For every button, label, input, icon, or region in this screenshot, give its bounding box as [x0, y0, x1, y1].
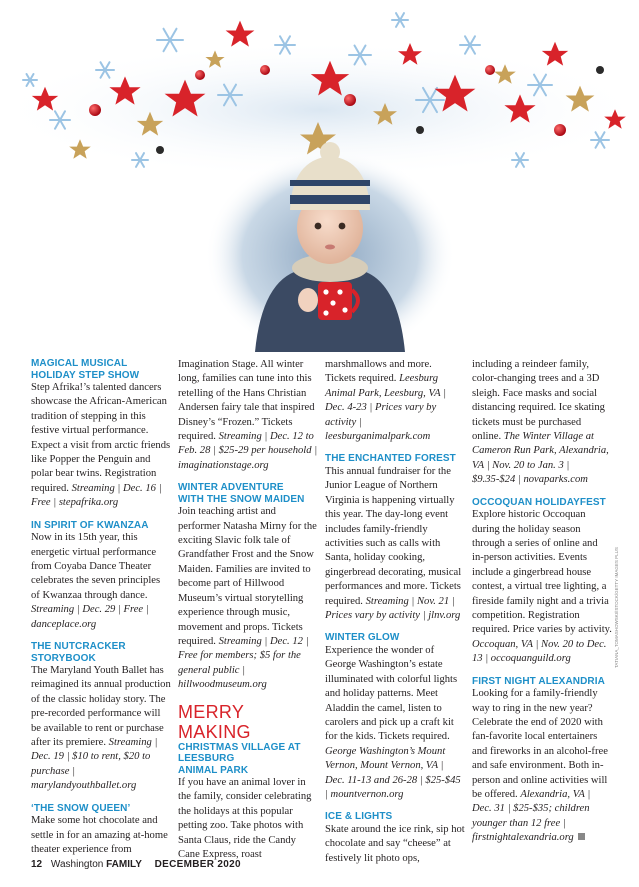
event-details: Streaming | Dec. 16 | Free | stepafrika.org: [31, 482, 162, 509]
event-details: Streaming | Dec. 12 to Feb. 28 | $25-29 per household | imaginationstage.org: [178, 431, 318, 471]
article-christmas-village-cont: [325, 358, 465, 444]
article-body: Explore historic Occoquan during the holiday season through a series of online and in-person activities. Events include a gingerbread house contest, a virtual tree lighting, a fireside family night and a trivia competition. Registration required. Price varies by activity.: [472, 509, 612, 636]
article-body: Now in its 15th year, this energetic virtual performance from Coyaba Dance Theater celebrates the seven principles of Kwanzaa through dance.: [31, 532, 161, 601]
heading-christmas-village: [178, 742, 318, 777]
article-body: Skate around the ice rink, sip hot chocolate and say “cheese” at festively lit photo ops,: [325, 823, 465, 864]
heading-snow-maiden: [178, 482, 318, 505]
event-details: Occoquan, VA | Nov. 20 to Dec. 13 | occoquanguild.org: [472, 638, 607, 665]
article-nutcracker: [31, 641, 171, 794]
event-details: Leesburg Animal Park, Leesburg, VA | Dec. 4-23 | Prices vary by activity | leesburganimalpark.com: [325, 373, 446, 443]
photo-credit: TATIANA_TOMASHOWSKI/ISTOCK/GETTY IMAGES PLUS: [614, 547, 619, 668]
column-3: [325, 358, 465, 866]
column-2: [178, 358, 318, 862]
article-snow-queen: [31, 803, 171, 858]
heading-ice-lights: ICE & LIGHTS: [325, 811, 393, 823]
article-enchanted-forest: [325, 453, 465, 623]
article-body: Experience the wonder of George Washington’s estate illuminated with colorful lights and holiday patterns. Meet Aladdin the camel, listen to carolers and pick up a craft kit for the kids. Tickets required.: [325, 644, 458, 743]
heading-line-1: WINTER ADVENTURE: [178, 482, 284, 494]
article-first-night: [472, 676, 612, 846]
article-step-show: [31, 358, 171, 511]
magazine-name: [51, 859, 142, 870]
article-ice-lights-cont: [472, 358, 612, 488]
article-body: Looking for a family-friendly way to ring in the new year? Celebrate the end of 2020 with fan-favorite local entertainers and fireworks in an alcohol-free and safe environment. Both in-person and online activities will be offered.: [472, 688, 608, 800]
heading-enchanted-forest: THE ENCHANTED FOREST: [325, 453, 456, 465]
heading-magical-musical: [31, 358, 171, 381]
event-details: Alexandria, VA | Dec. 31 | $25-$35; children younger than 12 free | firstnightalexandria.org: [472, 788, 591, 844]
article-body: Imagination Stage. All winter long, families can tune into this retelling of the Hans Christian Andersen fairy tale that inspired Disney’s “Frozen.” Tickets required.: [178, 359, 315, 443]
heading-line-2: WITH THE SNOW MAIDEN: [178, 493, 305, 505]
article-snow-maiden: [178, 482, 318, 692]
page-footer: [31, 859, 241, 870]
heading-occoquan: OCCOQUAN HOLIDAYFEST: [472, 496, 606, 508]
end-mark-icon: [578, 833, 585, 840]
page-number: 12: [31, 859, 43, 870]
event-details: George Washington’s Mount Vernon, Mount Vernon, VA | Dec. 11-13 and 26-28 | $25-$45 | mountvernon.org: [325, 745, 461, 800]
article-body: If you have an animal lover in the family, consider celebrating the holidays at this popular petting zoo. Take photos with Santa Claus, ride the Candy Cane Express, roast: [178, 777, 312, 861]
article-body: Step Afrika!’s talented dancers showcase the African-American tradition of stepping in this festive virtual performance. Expect a visit from arctic friends like Popper the Penguin and polar bear twins. Registration required.: [31, 382, 171, 494]
hero-illustration: [0, 0, 639, 352]
column-1: [31, 358, 171, 857]
article-body: This annual fundraiser for the Junior League of Northern Virginia is happening virtually this year. The day-long event includes family-friendly activities such as calls with Santa, holiday cooking, gingerbread decorating, musical performances and more. Tickets required.: [325, 465, 462, 607]
heading-line-2: ANIMAL PARK: [178, 764, 249, 776]
article-occoquan: [472, 497, 612, 667]
article-snow-queen-cont: [178, 358, 318, 473]
column-4: [472, 358, 612, 846]
article-ice-lights: [325, 811, 465, 866]
event-details: Streaming | Dec. 19 | $10 to rent, $20 to purchase | marylandyouthballet.org: [31, 737, 158, 792]
section-title-merry-making: MERRY MAKING: [178, 701, 251, 742]
event-details: The Winter Village at Cameron Run Park, Alexandria, VA | Nov. 20 to Jan. 3 | $9.35-$24 | novaparks.com: [472, 431, 609, 486]
event-details: Streaming | Dec. 12 | Free for members; $5 for the general public | hillwoodmuseum.org: [178, 635, 309, 691]
heading-nutcracker: THE NUTCRACKER STORYBOOK: [31, 641, 126, 664]
heading-line-2: HOLIDAY STEP SHOW: [31, 369, 140, 381]
heading-kwanzaa: IN SPIRIT OF KWANZAA: [31, 519, 149, 531]
event-details: Streaming | Nov. 21 | Prices vary by activity | jlnv.org: [325, 595, 461, 621]
magazine-name-part-2: FAMILY: [106, 859, 142, 870]
article-body: Join teaching artist and performer Natasha Mirny for the exciting Slavic folk tale of Grandfather Frost and the Snow Maiden. Families are invited to become part of Hillwood Museum’s virtual storytelling experience through music, movement and props. Tickets required.: [178, 506, 317, 647]
heading-snow-queen: ‘THE SNOW QUEEN’: [31, 802, 131, 814]
heading-line-1: MAGICAL MUSICAL: [31, 358, 128, 369]
issue-date: DECEMBER 2020: [154, 859, 241, 870]
article-body: Make some hot chocolate and settle in for an amazing at-home theater experience from: [31, 815, 168, 855]
article-body: marshmallows and more. Tickets required.: [325, 359, 432, 385]
heading-line-1: CHRISTMAS VILLAGE AT LEESBURG: [178, 741, 301, 765]
article-winter-glow: [325, 632, 465, 802]
article-body: including a reindeer family, color-changing trees and a 3D sleigh. Face masks and social distancing required. Ice skating tickets must be purchased online.: [472, 359, 605, 443]
section-merry-making: [178, 702, 318, 863]
article-body: The Maryland Youth Ballet has reimagined its annual production of the classic holiday story. The pre-recorded performance will be available to rent or purchase after its premiere.: [31, 665, 171, 749]
magazine-name-part-1: Washington: [50, 859, 104, 870]
event-details: Streaming | Dec. 29 | Free | danceplace.org: [31, 604, 149, 630]
heading-first-night: FIRST NIGHT ALEXANDRIA: [472, 675, 605, 687]
heading-winter-glow: WINTER GLOW: [325, 632, 400, 644]
article-kwanzaa: [31, 520, 171, 632]
